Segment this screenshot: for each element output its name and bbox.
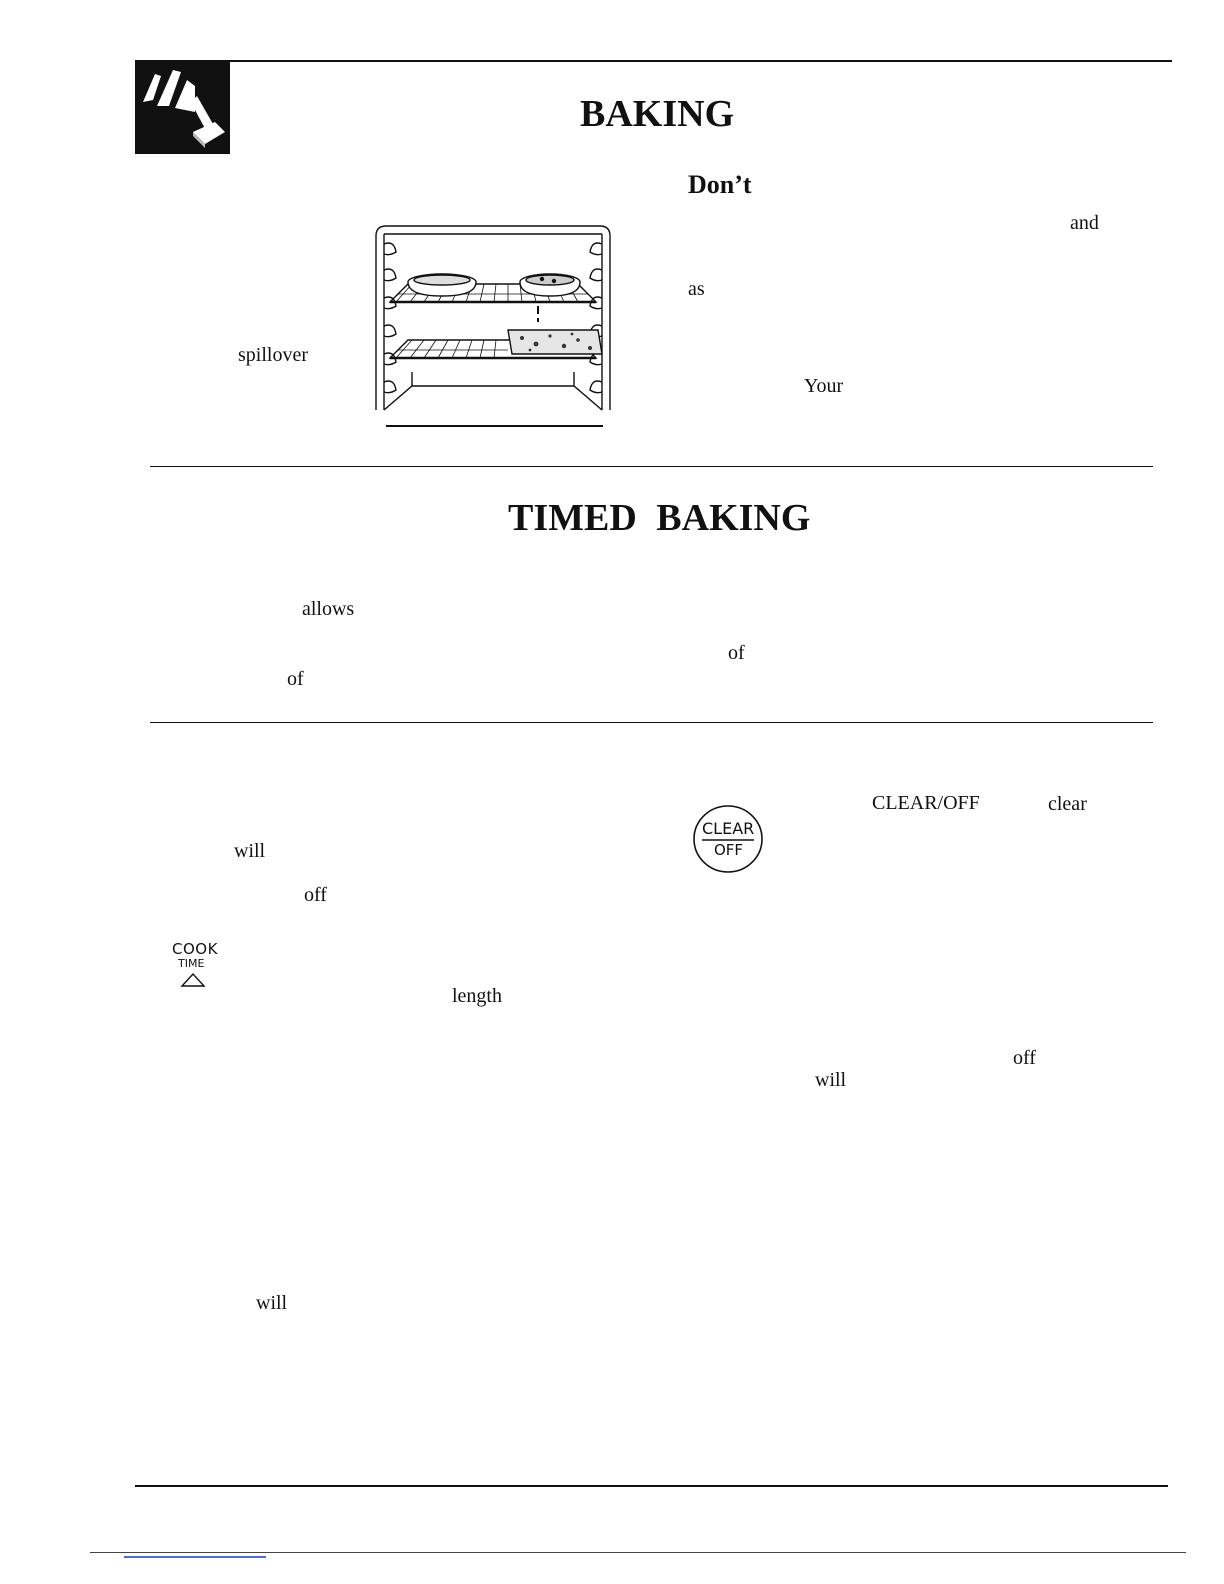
word-spillover: spillover [238,344,308,366]
clear-pad-label-bottom: OFF [714,841,744,859]
word-clear: clear [1048,793,1087,815]
word-will-3: will [815,1069,847,1091]
cook-time-label-top: COOK [172,940,218,958]
footer-highlight-rule [124,1556,266,1558]
word-clear-off: CLEAR/OFF [872,792,980,814]
word-length: length [452,985,502,1007]
illustration-underline [386,425,603,427]
cook-time-label-bottom: TIME [178,957,205,970]
section-title: BAKING [580,93,735,135]
section-divider-2 [150,722,1153,723]
timed-baking-title: TIMED BAKING [508,497,811,539]
triangle-up-icon [180,972,206,993]
word-allows: allows [302,598,355,620]
word-will-1: will [234,840,266,862]
oven-racks-illustration [372,222,614,428]
word-of-2: of [287,668,304,690]
word-will-2: will [256,1292,288,1314]
dont-heading: Don’t [688,170,752,199]
word-as: as [688,278,705,300]
clear-pad-label-top: CLEAR [702,819,755,838]
section-divider-1 [150,466,1153,467]
word-your: Your [804,375,844,397]
footer-rule [90,1552,1186,1553]
top-rule [135,60,1172,62]
word-and: and [1070,212,1099,234]
cook-time-pad[interactable] [170,940,222,992]
bottom-rule [135,1485,1168,1487]
word-off-2: off [1013,1047,1036,1069]
hand-pressing-pad-icon [135,62,230,154]
word-of-1: of [728,642,745,664]
clear-off-pad[interactable] [692,804,764,874]
word-off-1: off [304,884,327,906]
